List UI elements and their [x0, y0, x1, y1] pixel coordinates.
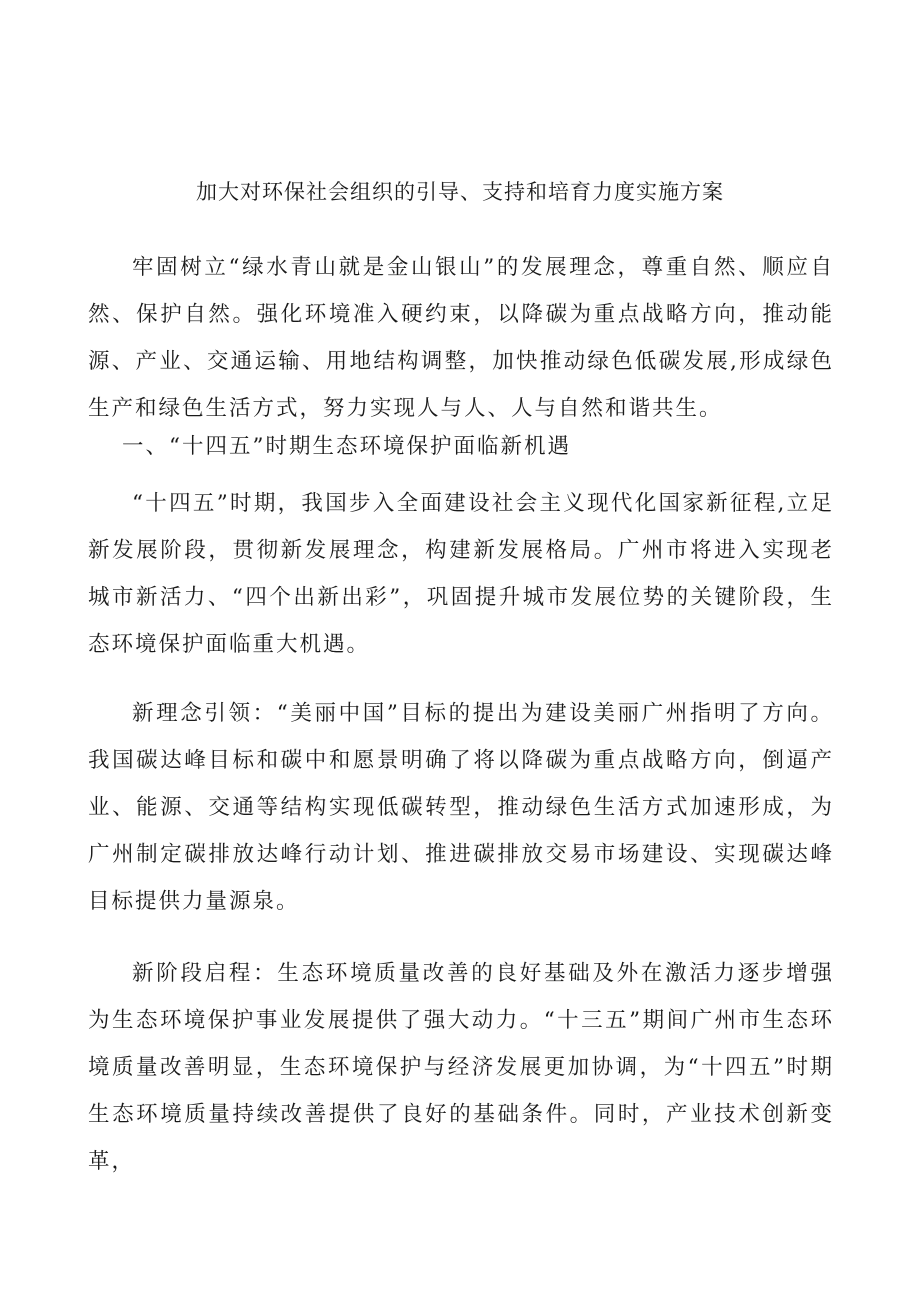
- section-paragraph-3: 新阶段启程：生态环境质量改善的良好基础及外在激活力逐步增强为生态环境保护事业发展提供了强大动力。“十三五”期间广州市生态环境质量改善明显，生态环境保护与经济发展更加协调，为“十四五”时期生态环境质量持续改善提供了良好的基础条件。同时，产业技术创新变革，: [88, 961, 834, 1174]
- document-title: 加大对环保社会组织的引导、支持和培育力度实施方案: [196, 180, 724, 204]
- intro-paragraph: 牢固树立“绿水青山就是金山银山”的发展理念，尊重自然、顺应自然、保护自然。强化环境准入硬约束，以降碳为重点战略方向，推动能源、产业、交通运输、用地结构调整，加快推动绿色低碳发展,形成绿色生产和绿色生活方式，努力实现人与人、人与自然和谐共生。: [88, 255, 834, 421]
- section-paragraph-2: 新理念引领：“美丽中国”目标的提出为建设美丽广州指明了方向。我国碳达峰目标和碳中和愿景明确了将以降碳为重点战略方向，倒逼产业、能源、交通等结构实现低碳转型，推动绿色生活方式加速形成，为广州制定碳排放达峰行动计划、推进碳排放交易市场建设、实现碳达峰目标提供力量源泉。: [88, 701, 834, 914]
- section-paragraph-1: “十四五”时期，我国步入全面建设社会主义现代化国家新征程,立足新发展阶段，贯彻新发展理念，构建新发展格局。广州市将进入实现老城市新活力、“四个出新出彩”，巩固提升城市发展位势的关键阶段，生态环境保护面临重大机遇。: [88, 491, 834, 657]
- section-heading: 一、“十四五”时期生态环境保护面临新机遇: [122, 434, 571, 459]
